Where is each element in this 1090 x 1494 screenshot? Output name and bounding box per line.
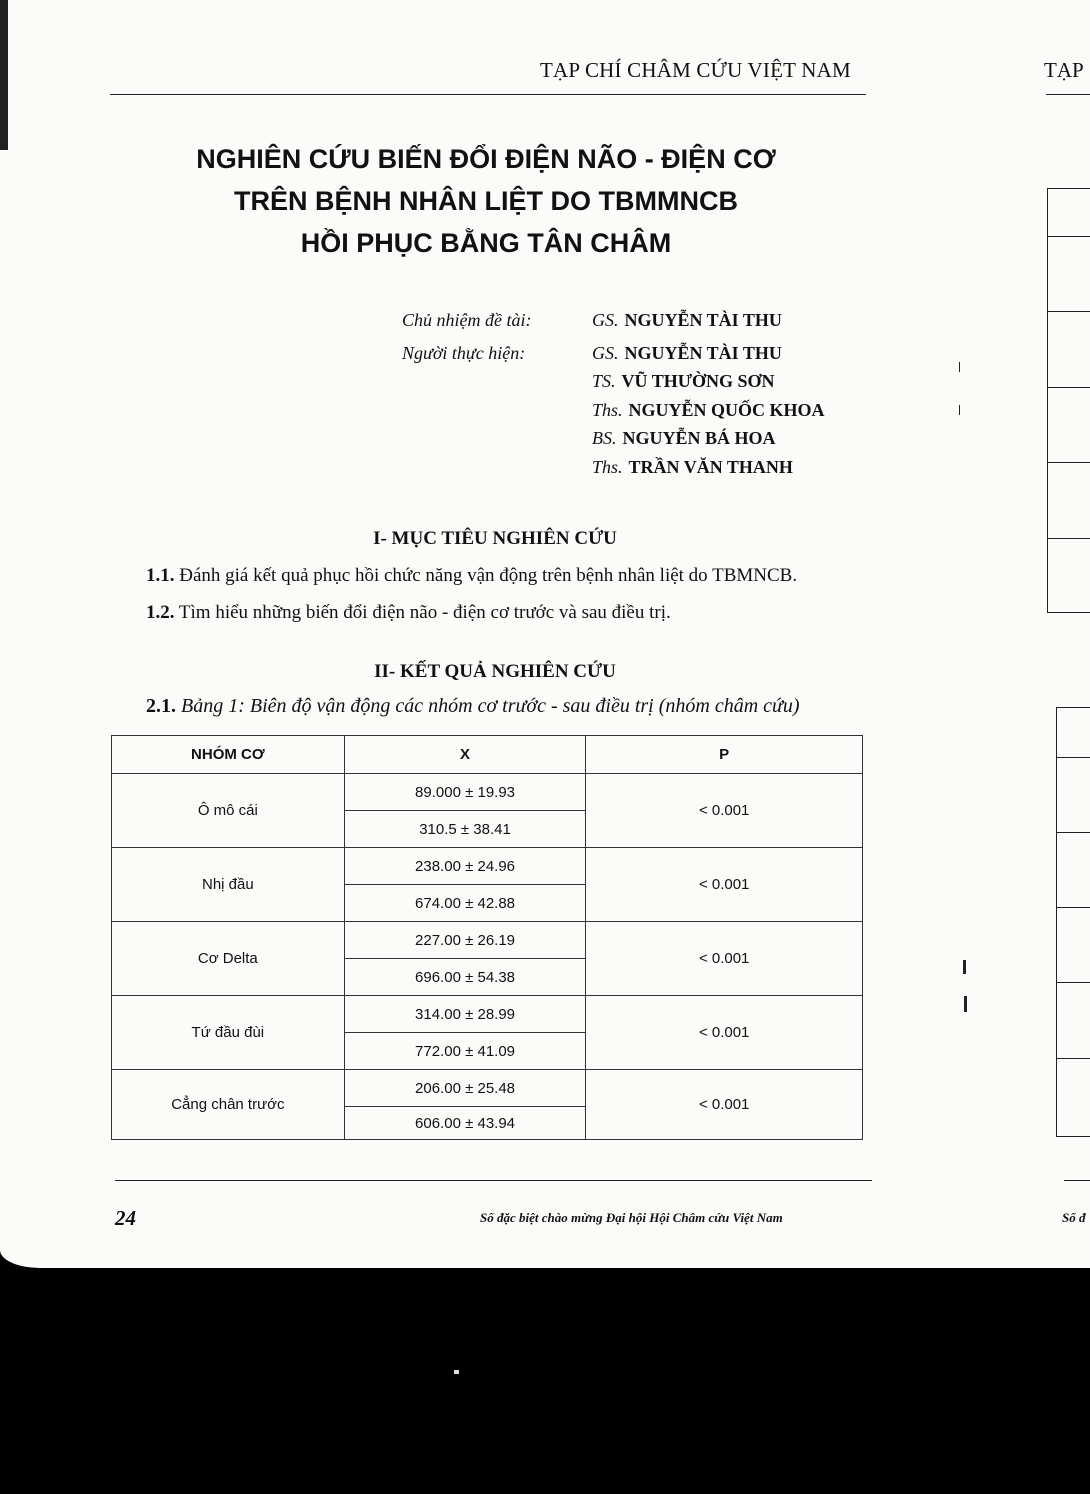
p-value-cell: < 0.001 bbox=[586, 1070, 863, 1140]
lead-row bbox=[402, 306, 825, 335]
next-page-footer-note: Số đ bbox=[1062, 1210, 1086, 1225]
p-value-cell: < 0.001 bbox=[586, 996, 863, 1070]
scan-mark bbox=[963, 960, 966, 974]
lead-label: Chủ nhiệm đề tài: bbox=[402, 310, 532, 330]
title-line-2: TRÊN BỆNH NHÂN LIỆT DO TBMMNCB bbox=[234, 186, 738, 216]
scan-dust bbox=[454, 1370, 459, 1374]
next-page-journal-header: TẠP bbox=[1044, 58, 1084, 82]
caption-text: Bảng 1: Biên độ vận động các nhóm cơ trước - sau điều trị (nhóm châm cứu) bbox=[181, 695, 800, 717]
title-line-1: NGHIÊN CỨU BIẾN ĐỔI ĐIỆN NÃO - ĐIỆN CƠ bbox=[196, 144, 776, 174]
table-row bbox=[112, 774, 863, 811]
p-value-cell: < 0.001 bbox=[586, 848, 863, 922]
team-member-name: NGUYỄN TÀI THU bbox=[624, 342, 782, 363]
value-before-cell: 238.00 ± 24.96 bbox=[344, 848, 586, 885]
scan-mark bbox=[959, 405, 960, 415]
page-number: 24 bbox=[115, 1206, 136, 1230]
team-row bbox=[402, 339, 825, 368]
scan-mark bbox=[959, 362, 960, 372]
team-row bbox=[402, 367, 825, 396]
team-member-name: NGUYỄN QUỐC KHOA bbox=[628, 399, 825, 420]
header-cell-group: NHÓM CƠ bbox=[112, 736, 345, 774]
caption-number: 2.1. bbox=[146, 695, 176, 717]
value-after-cell: 772.00 ± 41.09 bbox=[344, 1033, 586, 1070]
team-row bbox=[402, 424, 825, 453]
section-heading-results: II- KẾT QUẢ NGHIÊN CỨU bbox=[374, 661, 616, 682]
table-row bbox=[112, 922, 863, 959]
team-member-title: BS. bbox=[592, 428, 617, 448]
objective-number: 1.2. bbox=[146, 602, 175, 623]
journal-header: TẠP CHÍ CHÂM CỨU VIỆT NAM bbox=[540, 58, 851, 82]
next-page-header-rule bbox=[1046, 94, 1090, 95]
footer-rule bbox=[115, 1180, 872, 1181]
header-rule bbox=[110, 94, 866, 95]
credits-block bbox=[402, 306, 825, 481]
objective-item bbox=[146, 565, 797, 587]
team-member-title: TS. bbox=[592, 371, 616, 391]
header-cell-p: P bbox=[586, 736, 863, 774]
team-member-title: Ths. bbox=[592, 399, 623, 420]
results-table bbox=[111, 735, 863, 1140]
team-row bbox=[402, 453, 825, 482]
value-after-cell: 696.00 ± 54.38 bbox=[344, 959, 586, 996]
team-member-title: Ths. bbox=[592, 456, 623, 477]
objective-number: 1.1. bbox=[146, 565, 175, 586]
article-title bbox=[150, 138, 822, 264]
value-before-cell: 206.00 ± 25.48 bbox=[344, 1070, 586, 1107]
team-member-name: TRẦN VĂN THANH bbox=[628, 456, 793, 477]
value-before-cell: 227.00 ± 26.19 bbox=[344, 922, 586, 959]
scan-mark bbox=[964, 996, 967, 1012]
table-row bbox=[112, 996, 863, 1033]
muscle-group-cell: Cơ Delta bbox=[112, 922, 345, 996]
objective-item bbox=[146, 602, 671, 624]
value-after-cell: 310.5 ± 38.41 bbox=[344, 811, 586, 848]
table-row bbox=[112, 1070, 863, 1107]
table-row bbox=[112, 848, 863, 885]
team-label: Người thực hiện: bbox=[402, 342, 526, 363]
value-after-cell: 606.00 ± 43.94 bbox=[344, 1107, 586, 1140]
team-member-name: VŨ THƯỜNG SƠN bbox=[621, 371, 775, 391]
objective-text: Tìm hiểu những biến đổi điện não - điện cơ trước và sau điều trị. bbox=[178, 602, 671, 623]
binding-edge bbox=[0, 0, 8, 150]
section-heading-objectives: I- MỤC TIÊU NGHIÊN CỨU bbox=[373, 528, 617, 549]
value-before-cell: 314.00 ± 28.99 bbox=[344, 996, 586, 1033]
lead-name: NGUYỄN TÀI THU bbox=[624, 310, 782, 330]
next-page-footer-rule bbox=[1064, 1180, 1090, 1181]
table-caption bbox=[146, 695, 800, 718]
lead-title: GS. bbox=[592, 310, 619, 330]
team-row bbox=[402, 396, 825, 425]
table-header-row bbox=[112, 736, 863, 774]
muscle-group-cell: Ô mô cái bbox=[112, 774, 345, 848]
title-line-3: HỒI PHỤC BẰNG TÂN CHÂM bbox=[300, 228, 672, 258]
objective-text: Đánh giá kết quả phục hồi chức năng vận động trên bệnh nhân liệt do TBMNCB. bbox=[179, 565, 798, 586]
muscle-group-cell: Nhị đầu bbox=[112, 848, 345, 922]
p-value-cell: < 0.001 bbox=[586, 774, 863, 848]
team-member-name: NGUYỄN BÁ HOA bbox=[622, 428, 776, 448]
p-value-cell: < 0.001 bbox=[586, 922, 863, 996]
muscle-group-cell: Cẳng chân trước bbox=[112, 1070, 345, 1140]
header-cell-x: X bbox=[344, 736, 586, 774]
team-member-title: GS. bbox=[592, 342, 619, 363]
footer-note: Số đặc biệt chào mừng Đại hội Hội Châm cứu Việt Nam bbox=[480, 1210, 783, 1225]
value-after-cell: 674.00 ± 42.88 bbox=[344, 885, 586, 922]
muscle-group-cell: Tứ đầu đùi bbox=[112, 996, 345, 1070]
value-before-cell: 89.000 ± 19.93 bbox=[344, 774, 586, 811]
